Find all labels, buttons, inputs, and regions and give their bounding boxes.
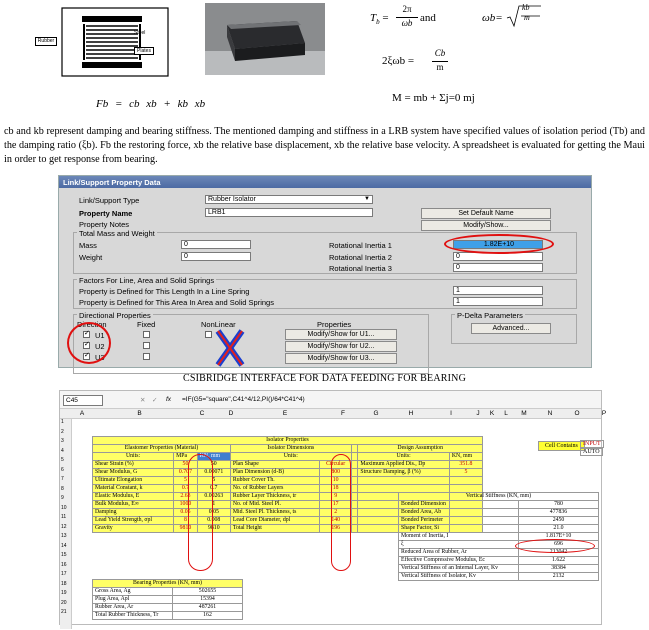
bearing-table (92, 579, 243, 620)
line-spring-input[interactable]: 1 (453, 286, 543, 295)
table-cell[interactable]: Plan Shape (230, 461, 320, 469)
table-cell[interactable]: 0.00263 (197, 493, 230, 501)
knmm-label: KN, mm (197, 453, 230, 461)
inertia-highlight (515, 539, 595, 553)
table-cell[interactable]: Elastic Modulus, E (93, 493, 174, 501)
set-default-button[interactable]: Set Default Name (421, 208, 551, 219)
table-row (399, 565, 599, 573)
table-cell[interactable]: 5 (449, 469, 482, 477)
eq-and: and (420, 12, 436, 24)
eq-period-den: ωb (401, 18, 413, 28)
table-row (399, 525, 599, 533)
input-label: INPUT (580, 440, 604, 448)
row-header[interactable]: 3 (61, 438, 64, 444)
rot3-input[interactable]: 0 (453, 263, 543, 272)
rot2-input[interactable]: 0 (453, 252, 543, 261)
type-select[interactable]: Rubber Isolator ▼ (205, 195, 373, 204)
rot1-label: Rotational Inertia 1 (329, 241, 392, 250)
table-cell[interactable]: Rubber Area, Ar (93, 604, 173, 612)
eq-omega-den: m (524, 13, 530, 22)
row-header[interactable]: 6 (61, 466, 64, 473)
table-cell[interactable]: 487261 (173, 604, 243, 612)
modify-u2-button[interactable]: Modify/Show for U2... (285, 341, 397, 352)
table-cell[interactable]: 780 (519, 501, 599, 509)
table-cell[interactable]: 1.817E+10 (519, 533, 599, 541)
eq-damping: 2ξωb = (382, 55, 415, 67)
auto-label: AUTO (580, 448, 603, 456)
row-header[interactable]: 1 (61, 419, 64, 425)
design-head: Design Assumption (358, 445, 483, 453)
col-direction: Direction (77, 320, 107, 329)
knmm-label-2: KN, mm (449, 453, 482, 461)
table-cell[interactable]: Bonded Area, Ab (399, 509, 519, 517)
eq-mass: M = mb + Σj=0 mj (392, 92, 475, 104)
u1-label: U1 (95, 331, 105, 340)
table-cell[interactable] (449, 477, 482, 485)
row-header[interactable]: 20 (61, 599, 67, 606)
eq-omega-num: kb (522, 3, 530, 12)
column-header[interactable]: N (547, 410, 553, 417)
type-label: Link/Support Type (79, 196, 140, 205)
modify-u1-button[interactable]: Modify/Show for U1... (285, 329, 397, 340)
column-header[interactable]: H (408, 410, 414, 417)
table-cell[interactable]: Maximum Applied Dis., Dp (358, 461, 449, 469)
table-cell[interactable]: 5 (197, 477, 230, 485)
figure-caption: CSIBRIDGE INTERFACE FOR DATA FEEDING FOR BEARING (182, 373, 467, 384)
dims-highlight (331, 454, 351, 571)
mass-input[interactable]: 0 (181, 240, 251, 249)
row-header[interactable]: 9 (61, 495, 64, 501)
link-support-dialog (58, 175, 592, 368)
eq-force: Fb = cb xb + kb xb (96, 98, 206, 110)
table-cell[interactable]: Shape Factor, Si (399, 525, 519, 533)
u1-fixed-checkbox[interactable] (143, 331, 150, 338)
table-row (399, 573, 599, 581)
table-cell[interactable]: Plug Area, Apl (93, 596, 173, 604)
column-header[interactable]: M (521, 410, 527, 417)
table-cell[interactable]: 38384 (519, 565, 599, 573)
row-header[interactable]: 19 (61, 590, 67, 596)
table-cell[interactable]: 9 (320, 493, 351, 501)
table-cell[interactable]: Rubber Cover Th. (230, 477, 320, 485)
table-row (93, 604, 243, 612)
table-cell[interactable]: 196 (320, 525, 351, 533)
column-header[interactable]: C (199, 410, 205, 417)
weight-input[interactable]: 0 (181, 252, 251, 261)
column-header[interactable]: F (341, 410, 345, 417)
table-cell[interactable]: Shear Modulus, G (93, 469, 174, 477)
table-row (93, 469, 483, 477)
name-box[interactable]: C45 (63, 395, 103, 406)
area-spring-label: Property is Defined for This Area In Area and Solid Springs (79, 298, 274, 307)
table-cell[interactable]: Lead Yield Strength, σpl (93, 517, 174, 525)
modify-u3-button[interactable]: Modify/Show for U3... (285, 353, 397, 364)
plates-label: Plates (134, 47, 154, 55)
table-cell[interactable]: 2.63 (174, 493, 198, 501)
table-cell[interactable]: 50 (174, 461, 198, 469)
vert-head: Vertical Stiffness (KN, mm) (399, 493, 599, 501)
table-cell[interactable]: Effective Compressive Modulus, Ec (399, 557, 519, 565)
row-header[interactable]: 7 (61, 476, 64, 482)
table-cell[interactable]: 17 (320, 501, 351, 509)
row-header[interactable]: 2 (61, 428, 64, 435)
u3-label: U3 (95, 353, 105, 362)
table-cell[interactable]: Bulk Modulus, E∞ (93, 501, 174, 509)
table-row (93, 477, 483, 485)
table-cell[interactable]: 50 (197, 461, 230, 469)
table-cell[interactable]: 1 (197, 501, 230, 509)
u1-nonlinear-checkbox[interactable] (205, 331, 212, 338)
table-cell[interactable]: Vertical Stiffness of an Internal Layer, Kv (399, 565, 519, 573)
row-header[interactable]: 14 (61, 542, 67, 549)
table-cell[interactable] (358, 477, 449, 485)
table-cell[interactable]: 15394 (173, 596, 243, 604)
eq-period-num: 2π (402, 4, 412, 14)
column-header[interactable]: E (282, 410, 288, 417)
advanced-button[interactable]: Advanced... (471, 323, 551, 334)
table-row (93, 612, 243, 620)
mpa-label: MPa (174, 453, 198, 461)
table-row (399, 501, 599, 509)
table-cell[interactable]: 2132 (519, 573, 599, 581)
row-header[interactable]: 16 (61, 561, 67, 568)
table-cell[interactable]: 1.622 (519, 557, 599, 565)
column-header[interactable]: A (79, 410, 85, 417)
table-cell[interactable]: Plan Dimension (d-B) (230, 469, 320, 477)
row-header[interactable]: 5 (61, 457, 64, 463)
cancel-icon[interactable]: ✕ (140, 397, 146, 404)
table-cell[interactable]: 5 (174, 477, 198, 485)
column-header[interactable]: L (504, 410, 508, 417)
spreadsheet (59, 390, 607, 625)
bearing-section-diagram (60, 6, 170, 78)
row-header[interactable]: 15 (61, 552, 67, 558)
chevron-down-icon: ▼ (364, 196, 370, 202)
table-cell[interactable]: Material Constant, k (93, 485, 174, 493)
table-cell[interactable]: Structure Damping, β (%) (358, 469, 449, 477)
table-cell[interactable]: Lead Core Diameter, dpl (230, 517, 320, 525)
table-row (399, 509, 599, 517)
units-label-2: Units: (230, 453, 351, 461)
table-cell[interactable]: Moment of Inertia, I (399, 533, 519, 541)
table-cell[interactable]: 162 (173, 612, 243, 620)
rubber-label: Rubber (35, 37, 57, 46)
rot1-input[interactable]: 1.82E+10 (453, 240, 543, 249)
units-label-3: Units: (358, 453, 449, 461)
table-cell[interactable]: 0.7 (197, 485, 230, 493)
factors-group-label: Factors For Line, Area and Solid Springs (79, 276, 215, 285)
eq-period: $T_b$ = (370, 12, 389, 27)
column-header[interactable]: P (601, 410, 607, 417)
row-header[interactable]: 11 (61, 514, 67, 520)
table-cell[interactable]: 0.05 (197, 509, 230, 517)
column-header[interactable]: I (450, 410, 452, 417)
table-cell[interactable]: Bonded Perimeter (399, 517, 519, 525)
column-header[interactable]: G (373, 410, 379, 417)
table-cell[interactable]: 800 (320, 469, 351, 477)
row-header[interactable]: 13 (61, 533, 67, 539)
row-header[interactable]: 17 (61, 571, 67, 577)
table-cell[interactable]: No. of Mid. Steel Pl. (230, 501, 320, 509)
col-nonlinear: NonLinear (201, 320, 236, 329)
cross-mark-icon (215, 328, 245, 368)
table-cell[interactable]: ξ (399, 541, 519, 549)
modify-show-button[interactable]: Modify/Show... (421, 220, 551, 231)
table-cell[interactable]: Reduced Area of Rubber, Ar (399, 549, 519, 557)
column-header[interactable]: J (476, 410, 480, 417)
table-cell[interactable]: 502655 (173, 588, 243, 596)
table-row (399, 517, 599, 525)
table-cell[interactable]: Total Height (230, 525, 320, 533)
column-header[interactable]: B (137, 410, 142, 417)
table-cell[interactable]: 0.707 (174, 469, 198, 477)
rot2-label: Rotational Inertia 2 (329, 253, 392, 262)
name-input[interactable]: LRB1 (205, 208, 373, 217)
table-cell[interactable]: 696 (519, 541, 599, 549)
eq-damping-num: Cb (434, 48, 446, 58)
table-cell[interactable]: 21.0 (519, 525, 599, 533)
column-header-row (60, 409, 607, 419)
table-cell[interactable]: Circular (320, 461, 351, 469)
iso-title: Isolator Properties (93, 437, 483, 445)
table-cell[interactable]: Shear Strain (%) (93, 461, 174, 469)
row-header[interactable]: 8 (61, 485, 64, 492)
row-header[interactable]: 21 (61, 609, 67, 615)
table-cell[interactable]: 0.008 (197, 517, 230, 525)
table-row (93, 588, 243, 596)
formula-bar (60, 391, 601, 409)
row-header[interactable]: 12 (61, 523, 67, 530)
units-label: Units: (93, 453, 174, 461)
table-cell[interactable]: 9810 (174, 525, 198, 533)
fx-icon[interactable]: fx (166, 396, 172, 403)
table-cell[interactable]: 1000 (174, 501, 198, 509)
steel-label: Steel (134, 30, 146, 36)
u2-checkbox[interactable]: ✓ (84, 341, 90, 348)
table-cell[interactable]: Gross Area, Ag (93, 588, 173, 596)
table-cell[interactable]: 2 (320, 509, 351, 517)
highlight-ellipse (444, 234, 554, 254)
elast-head: Elastomer Properties (Material) (93, 445, 231, 453)
table-cell[interactable]: Vertical Stiffness of Isolator, Kv (399, 573, 519, 581)
table-cell[interactable]: 0.00071 (197, 469, 230, 477)
dialog-title: Link/Support Property Data (59, 176, 591, 188)
mass-label: Mass (79, 241, 97, 250)
table-row (399, 557, 599, 565)
confirm-icon[interactable]: ✓ (152, 397, 158, 404)
table-row (93, 596, 243, 604)
name-label: Property Name (79, 209, 133, 218)
table-cell[interactable]: 9810 (197, 525, 230, 533)
dims-head: Isolator Dimensions (230, 445, 351, 453)
table-cell[interactable]: 477836 (519, 509, 599, 517)
eq-damping-den: m (436, 62, 444, 72)
table-cell[interactable]: Gravity (93, 525, 174, 533)
area-spring-input[interactable]: 1 (453, 297, 543, 306)
column-header[interactable]: O (574, 410, 580, 417)
table-cell[interactable]: Damping (93, 509, 174, 517)
u2-label: U2 (95, 342, 105, 351)
table-cell[interactable]: 8 (174, 517, 198, 525)
table-cell[interactable]: 351.8 (449, 461, 482, 469)
table-cell[interactable]: No. of Rubber Layers (230, 485, 320, 493)
body-paragraph: cb and kb represent damping and bearing stiffness. The mentioned damping and stiffness in a LRB system have specified values of isolation period (Tb) and the damping ratio (ξb). Fb the restoring force, xb the relative base displacement, xb the relative base velocity. A spreadsheet is evaluated for getting the Maui in order to get response from bearing. (4, 126, 645, 165)
bearing-photo (205, 3, 325, 75)
mass-group-label: Total Mass and Weight (79, 229, 155, 238)
table-cell[interactable]: 0.05 (174, 509, 198, 517)
table-cell[interactable]: 213042 (519, 549, 599, 557)
bearing-head: Bearing Properties (KN, mm) (93, 580, 243, 588)
eq-omega: ωb= (482, 12, 503, 24)
table-cell[interactable]: 2450 (519, 517, 599, 525)
table-row (93, 461, 483, 469)
u2-fixed-checkbox[interactable] (143, 342, 150, 349)
u3-fixed-checkbox[interactable] (143, 353, 150, 360)
line-spring-label: Property is Defined for This Length In a Line Spring (79, 287, 250, 296)
column-header[interactable]: K (489, 410, 495, 417)
u1-checkbox[interactable]: ✓ (84, 330, 90, 337)
row-header[interactable]: 18 (61, 580, 67, 587)
row-header[interactable]: 10 (61, 504, 67, 511)
table-cell[interactable]: 18 (320, 485, 351, 493)
table-cell[interactable]: Rubber Layer Thickness, tr (230, 493, 320, 501)
u3-checkbox[interactable]: ✓ (84, 352, 90, 359)
material-highlight (188, 454, 213, 571)
row-header[interactable]: 4 (61, 447, 64, 454)
table-cell[interactable]: Bonded Dimension (399, 501, 519, 509)
notes-label: Property Notes (79, 220, 130, 229)
col-properties: Properties (317, 320, 352, 329)
column-header[interactable]: D (228, 410, 234, 417)
vertical-table (398, 492, 599, 581)
direction-highlight-ellipse (67, 322, 111, 364)
dir-group-label: Directional Properties (79, 311, 151, 320)
table-cell[interactable]: 10 (320, 477, 351, 485)
weight-label: Weight (79, 253, 103, 262)
row-header-column (60, 419, 72, 629)
formula-input[interactable]: =IF(G5="square",C41^4/12,PI()/64*C41^4) (182, 396, 305, 403)
table-cell[interactable]: Ultimate Elongation (93, 477, 174, 485)
table-cell[interactable]: Total Rubber Thickness, Tr (93, 612, 173, 620)
table-cell[interactable]: 140 (320, 517, 351, 525)
pdelta-group-label: P-Delta Parameters (457, 311, 523, 320)
col-fixed: Fixed (137, 320, 156, 329)
table-cell[interactable]: 0.7 (174, 485, 198, 493)
table-cell[interactable]: Mid. Steel Pl. Thickness, ts (230, 509, 320, 517)
cell-contains-label: Cell Contains (538, 441, 585, 451)
rot3-label: Rotational Inertia 3 (329, 264, 392, 273)
